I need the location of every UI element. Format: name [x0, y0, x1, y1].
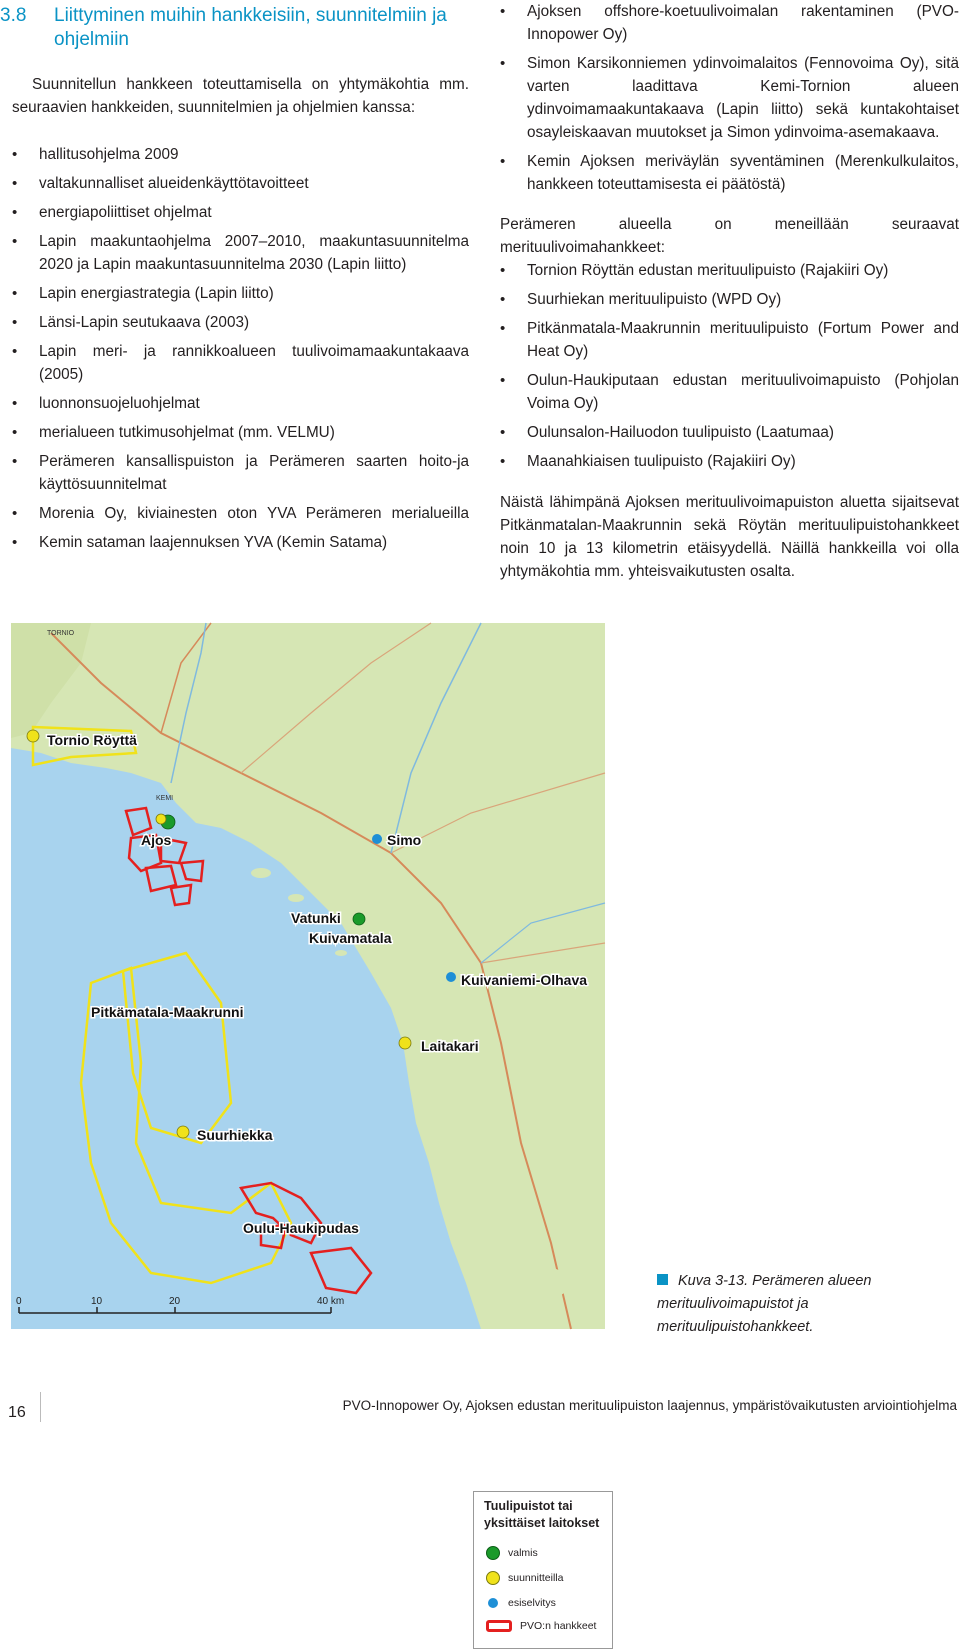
map-label-tornio: Tornio Röyttä — [47, 732, 137, 748]
town-label: KEMI — [156, 795, 174, 802]
related-plans-list — [12, 143, 469, 560]
list-item: • Oulunsalon-Hailuodon tuulipuisto (Laatumaa) — [500, 421, 959, 444]
map-label-pitkamatala: Pitkämatala-Maakrunni — [91, 1004, 244, 1020]
kuivaniemi-dot — [446, 972, 456, 982]
wind-projects-intro: Perämeren alueella on meneillään seuraavat merituulivoimahankkeet: — [500, 216, 959, 256]
list-item: • hallitusohjelma 2009 — [12, 143, 469, 166]
page-number: 16 — [8, 1404, 26, 1421]
map-label-ajos: Ajos — [141, 832, 172, 848]
list-item: • Lapin maakuntaohjelma 2007–2010, maakuntasuunnitelma 2020 ja Lapin maakuntasuunnitelma 2030 (Lapin liitto) — [12, 230, 469, 276]
list-item: • Morenia Oy, kiviainesten oton YVA Perämeren merialueilla — [12, 502, 469, 525]
suurhiekka-dot — [177, 1126, 189, 1138]
laitakari-dot — [399, 1037, 411, 1049]
list-item: • Tornion Röyttän edustan merituulipuisto (Rajakiiri Oy) — [500, 259, 959, 282]
list-item: • Oulun-Haukiputaan edustan merituulivoimapuisto (Pohjolan Voima Oy) — [500, 369, 959, 415]
town-label: TORNIO — [47, 630, 75, 637]
footer-divider — [40, 1392, 41, 1422]
list-item: • Suurhiekan merituulipuisto (WPD Oy) — [500, 288, 959, 311]
map-label-oulu: Oulu-Haukipudas — [243, 1220, 359, 1236]
list-item: • Kemin Ajoksen meriväylän syventäminen (Merenkulkulaitos, hankkeen toteuttamisesta ei päätöstä) — [500, 150, 959, 196]
list-item: • energiapoliittiset ohjelmat — [12, 201, 469, 224]
map-label-kuivamatala: Kuivamatala — [309, 930, 392, 946]
red-outline-icon — [486, 1620, 512, 1632]
map-label-laitakari: Laitakari — [421, 1038, 479, 1054]
projects-list — [500, 0, 959, 202]
legend-item: suunnitteilla — [486, 1571, 563, 1585]
green-dot-icon — [486, 1546, 500, 1560]
legend-item: esiselvitys — [486, 1596, 556, 1610]
list-item: • Lapin meri- ja rannikkoalueen tuulivoimamaakuntakaava (2005) — [12, 340, 469, 386]
legend-title: Tuulipuistot tai yksittäiset laitokset — [484, 1499, 600, 1530]
list-item: • Ajoksen offshore-koetuulivoimalan rakentaminen (PVO-Innopower Oy) — [500, 0, 959, 46]
list-item: • Simon Karsikonniemen ydinvoimalaitos (Fennovoima Oy), sitä varten laadittava Kemi-Tornion alueen ydinvoimamaakuntakaava (Lapin liitto) sekä kuntakohtaiset osayleiskaavan muutokset ja Simon ydinvoima-asemakaava. — [500, 52, 959, 144]
map-legend — [473, 1491, 613, 1649]
list-item: • merialueen tutkimusohjelmat (mm. VELMU) — [12, 421, 469, 444]
wind-projects-list — [500, 259, 959, 479]
scale-label: 10 — [91, 1296, 103, 1307]
section-title: Liittyminen muihin hankkeisiin, suunnitelmiin ja ohjelmiin — [54, 5, 447, 50]
list-item: • Länsi-Lapin seutukaava (2003) — [12, 311, 469, 334]
list-item: • luonnonsuojeluohjelmat — [12, 392, 469, 415]
footer-text: PVO-Innopower Oy, Ajoksen edustan merituulipuiston laajennus, ympäristövaikutusten arviointiohjelma — [342, 1398, 957, 1413]
closing-paragraph: Näistä lähimpänä Ajoksen merituulivoimapuiston aluetta sijaitsevat Pitkänmatalan-Maakrunnin sekä Röytän merituulipuistohankkeet noin 10 ja 13 kilometrin etäisyydellä. Näillä hankkeilla voi olla yhtymäkohtia mm. yhteisvaikutusten osalta. — [500, 494, 959, 580]
map-label-vatunki: Vatunki — [291, 910, 341, 926]
vatunki-dot — [353, 913, 365, 925]
list-item: • valtakunnalliset alueidenkäyttötavoitteet — [12, 172, 469, 195]
legend-item: PVO:n hankkeet — [486, 1620, 596, 1632]
map-label-simo: Simo — [387, 832, 422, 848]
blue-dot-icon — [488, 1598, 498, 1608]
figure-caption: Kuva 3-13. Perämeren alueen merituulivoimapuistot ja merituulipuistohankkeet. — [657, 1273, 872, 1335]
simo-dot — [372, 834, 382, 844]
map-label-suurhiekka: Suurhiekka — [197, 1127, 273, 1143]
list-item: • Maanahkiaisen tuulipuisto (Rajakiiri Oy) — [500, 450, 959, 473]
list-item: • Pitkänmatala-Maakrunnin merituulipuisto (Fortum Power and Heat Oy) — [500, 317, 959, 363]
caption-square-icon — [657, 1274, 668, 1285]
scale-label: 40 km — [317, 1296, 345, 1307]
yellow-dot-icon — [486, 1571, 500, 1585]
legend-item: valmis — [486, 1546, 538, 1560]
map-graphic — [11, 623, 605, 1329]
map-label-kuivaniemi: Kuivaniemi-Olhava — [461, 972, 588, 988]
list-item: • Kemin sataman laajennuksen YVA (Kemin Satama) — [12, 531, 469, 554]
tornio-dot — [27, 730, 39, 742]
section-number: 3.8 — [0, 5, 27, 26]
scale-label: 0 — [16, 1296, 22, 1307]
scale-label: 20 — [169, 1296, 181, 1307]
intro-paragraph: Suunnitellun hankkeen toteuttamisella on yhtymäkohtia mm. seuraavien hankkeiden, suunnitelmien ja ohjelmien kanssa: — [12, 76, 469, 116]
list-item: • Lapin energiastrategia (Lapin liitto) — [12, 282, 469, 305]
list-item: • Perämeren kansallispuiston ja Perämeren saarten hoito-ja käyttösuunnitelmat — [12, 450, 469, 496]
